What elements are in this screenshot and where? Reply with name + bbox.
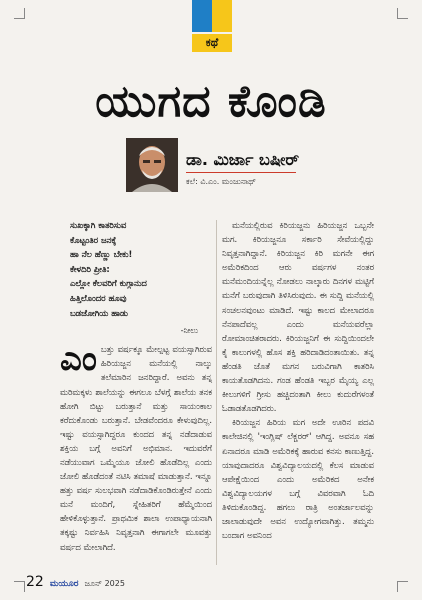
opening-paragraph [60,339,212,553]
crop-mark-top-right [397,8,408,19]
poem-line: ಎಲ್ಲೋ ಕೆಲವರಿಗೆ ಕುಗ್ಗಾನುದ [70,278,147,289]
crop-mark-top-left [14,8,25,19]
illustrator-credit: ಕಲೆ: ವಿ.ಎಂ. ಮಂಜುನಾಥ್ [186,177,256,186]
section-tab-yellow [212,0,232,32]
author-portrait [126,138,178,192]
section-tab [192,0,232,56]
author-photo-icon [126,138,178,192]
poem-line: ಹಾ ನೆಲ ಹೆಣ್ಣು ಬೇಕು! [70,249,133,260]
poem-line: ಬಡಜೋಗಿಯ ಹಾಡು [70,307,128,318]
page-footer [26,574,125,590]
epigraph-poem [60,218,212,320]
poem-line: ಕೊಟ್ಟಂತಿರ ಜನಕ್ಕೆ [70,234,117,245]
poem-line: ಸುಖಕ್ಕಾಗಿ ಕಾತರಿಸುವ [70,220,127,230]
poem-line: ಹಿತ್ತಿಲೊಂದರ ಹೂವು [70,292,127,303]
body-paragraph: ಬತ್ತು ವರ್ಷಕ್ಕೂ ಮೇಲ್ಪಟ್ಟ ವಯಸ್ಸಾಗಿರುವ ಹಿರಿಯಜ್ಜನ ಮನೆಯಲ್ಲಿ ನಾಲ್ಕು ತಲೆಮಾರಿನ ಜನರಿದ್ದಾರೆ. ಅವನು ತನ್ನ ಮರಿಮಕ್ಕಳು ಶಾಲೆಯನ್ನು ಈಗಲೂ ಬೆಳಗ್ಗೆ ಶಾಲೆಯ ತನಕ ಹೋಗಿ ಬಿಟ್ಟು ಬರುತ್ತಾನೆ ಮತ್ತು ಸಾಯಂಕಾಲ ಕರೆದುಕೊಂಡು ಬರುತ್ತಾನೆ. ಬೇಡವೆಂದರೂ ಕೇಳುವುದಿಲ್ಲ. ಇಷ್ಟು ವಯಸ್ಸಾಗಿದ್ದರೂ ಕುಂದದ ತನ್ನ ನಡೆದಾಡುವ ಶಕ್ತಿಯ ಬಗ್ಗೆ ಅವನಿಗೆ ಅಭಿಮಾನ. ಇದುವರೆಗೆ ನಡೆಯುವಾಗ ಒಮ್ಮೆಯೂ ಜೋಲಿ ಹೊಡೆದಿಲ್ಲ ಎಂದು ಜೋಲಿ ಹೊಡೆದಂತೆ ನಟಿಸಿ ತಮಾಷೆ ಮಾಡುತ್ತಾನೆ. ಇನ್ನೂ ಹತ್ತು ವರ್ಷ ಸುಲಭವಾಗಿ ನಡೆದಾಡಿಕೊಂಡಿರುತ್ತೇನೆ ಎಂದು ಮನೆ ಮಂದಿಗೆ, ಸ್ನೇಹಿತರಿಗೆ ಹೆಮ್ಮೆಯಿಂದ ಹೇಳಿಕೊಳ್ಳುತ್ತಾನೆ. ಪ್ರಾಥಮಿಕ ಶಾಲಾ ಉಪಾಧ್ಯಾಯನಾಗಿ ತಕ್ಕಷ್ಟು ನಿರ್ವಹಿಸಿ ನಿವೃತ್ತನಾಗಿ ಈಗಾಗಲೇ ಮೂವತ್ತು ವರ್ಷದ ಮೇಲಾಗಿದೆ. [60,344,212,552]
poem-author: -ನೀಲು [180,326,198,336]
crop-mark-bottom-right [397,581,408,592]
column-divider [216,220,217,565]
magazine-name: ಮಯೂರ [49,579,79,589]
poem-line: ಕೇಳದಿರಿ ಪ್ರೀತಿ: [70,263,110,274]
author-name: ಡಾ. ಮಿರ್ಜಾ ಬಷೀರ್ [186,150,300,169]
section-tab-blue [192,0,212,32]
body-paragraph: ಕಿರಿಯಜ್ಜನ ಹಿರಿಯ ಮಗ ಅದೇ ಊರಿನ ಪದವಿ ಕಾಲೇಜಿನಲ್ಲಿ 'ಇಂಗ್ಲಿಷ್ ಲೆಕ್ಚರರ್' ಆಗಿದ್ದ. ಅವನೂ ಸಹ ಏನಾದರೂ ಮಾಡಿ ಅಮೆರಿಕಕ್ಕೆ ಹಾರುವ ಕನಸು ಕಾಣುತ್ತಿದ್ದ. ಯಾವುದಾದರೂ ವಿಶ್ವವಿದ್ಯಾಲಯದಲ್ಲಿ ಕೆಲಸ ಮಾಡುವ ಆಪೇಕ್ಷೆಯಿಂದ ಎಂದು ಅಮೆರಿಕದ ಅನೇಕ ವಿಶ್ವವಿದ್ಯಾಲಯಗಳ ಬಗ್ಗೆ ವಿವರವಾಗಿ ಓದಿ ತಿಳಿದುಕೊಂಡಿದ್ದ. ಹಗಲು ರಾತ್ರಿ ಅಂತರ್ಜಾಲವನ್ನು ಜಾಲಾಡುವುದೇ ಅವನ ಉದ್ಯೋಗವಾಗಿತ್ತು. ತಮ್ಮನು ಬಂದಾಗ ಅವನಿಂದ [222,417,374,541]
page-number: 22 [26,574,44,590]
left-column [60,218,212,554]
story-title: ಯುಗದ ಕೊಂಡಿ [95,76,327,127]
section-label: ಕಥೆ [192,34,232,52]
body-paragraph: ಮನೆಯಲ್ಲಿರುವ ಕಿರಿಯಜ್ಜನು ಹಿರಿಯಜ್ಜನ ಒಬ್ಬನೇ ಮಗ. ಕಿರಿಯಜ್ಜನೂ ಸರ್ಕಾರಿ ಸೇವೆಯಲ್ಲಿದ್ದು ನಿವೃತ್ತನಾಗಿದ್ದಾನೆ. ಕಿರಿಯಜ್ಜನ ಕಿರಿ ಮಗನೇ ಈಗ ಅಮೆರಿಕದಿಂದ ಆರು ವರ್ಷಗಳ ನಂತರ ಮನೆಮಂದಿಯನ್ನೆಲ್ಲ ನೋಡಲು ನಾಲ್ಕಾರು ದಿನಗಳ ಮಟ್ಟಿಗೆ ಮನೆಗೆ ಬರುವುದಾಗಿ ತಿಳಿಸಿರುವುದು. ಈ ಸುದ್ದಿ ಮನೆಯಲ್ಲಿ ಸಂಚಲನವುಂಟು ಮಾಡಿದೆ. ಇಷ್ಟು ಕಾಲದ ಮೇಲಾದರೂ ನೆನಪಾದೆವಲ್ಲ ಎಂದು ಮನೆಯವರೆಲ್ಲಾ ರೋಮಾಂಚಿತರಾದರು. ಕಿರಿಯಜ್ಜನಿಗೆ ಈ ಸುದ್ದಿಯಿಂದಲೇ ಕೈ ಕಾಲುಗಳಲ್ಲಿ ಹೊಸ ಶಕ್ತಿ ಹರಿದಾಡಿದಂತಾಯಿತು. ತನ್ನ ಹೆಂಡತಿ ಜೊತೆ ಮಗನ ಬರುವಿಗಾಗಿ ಕಾತರಿಸಿ ಕಾಯತೊಡಗಿದನು. ಗಂಡ ಹೆಂಡತಿ ಇಬ್ಬರ ಮೈಯ್ಯ ಎಲ್ಲ ಕೀಲುಗಳಿಗೆ ಗ್ರೀಸು ಹಚ್ಚಿದಂತಾಗಿ ಕೀಲು ಕುದುರೆಗಳಂತೆ ಓಡಾಡತೊಡಗಿದರು. [222,220,374,414]
drop-cap: ಎಂ [60,339,97,380]
author-underline [186,172,296,173]
crop-mark-bottom-left [14,581,25,592]
right-column [222,218,374,542]
issue-date: ಜೂನ್ 2025 [84,579,125,588]
